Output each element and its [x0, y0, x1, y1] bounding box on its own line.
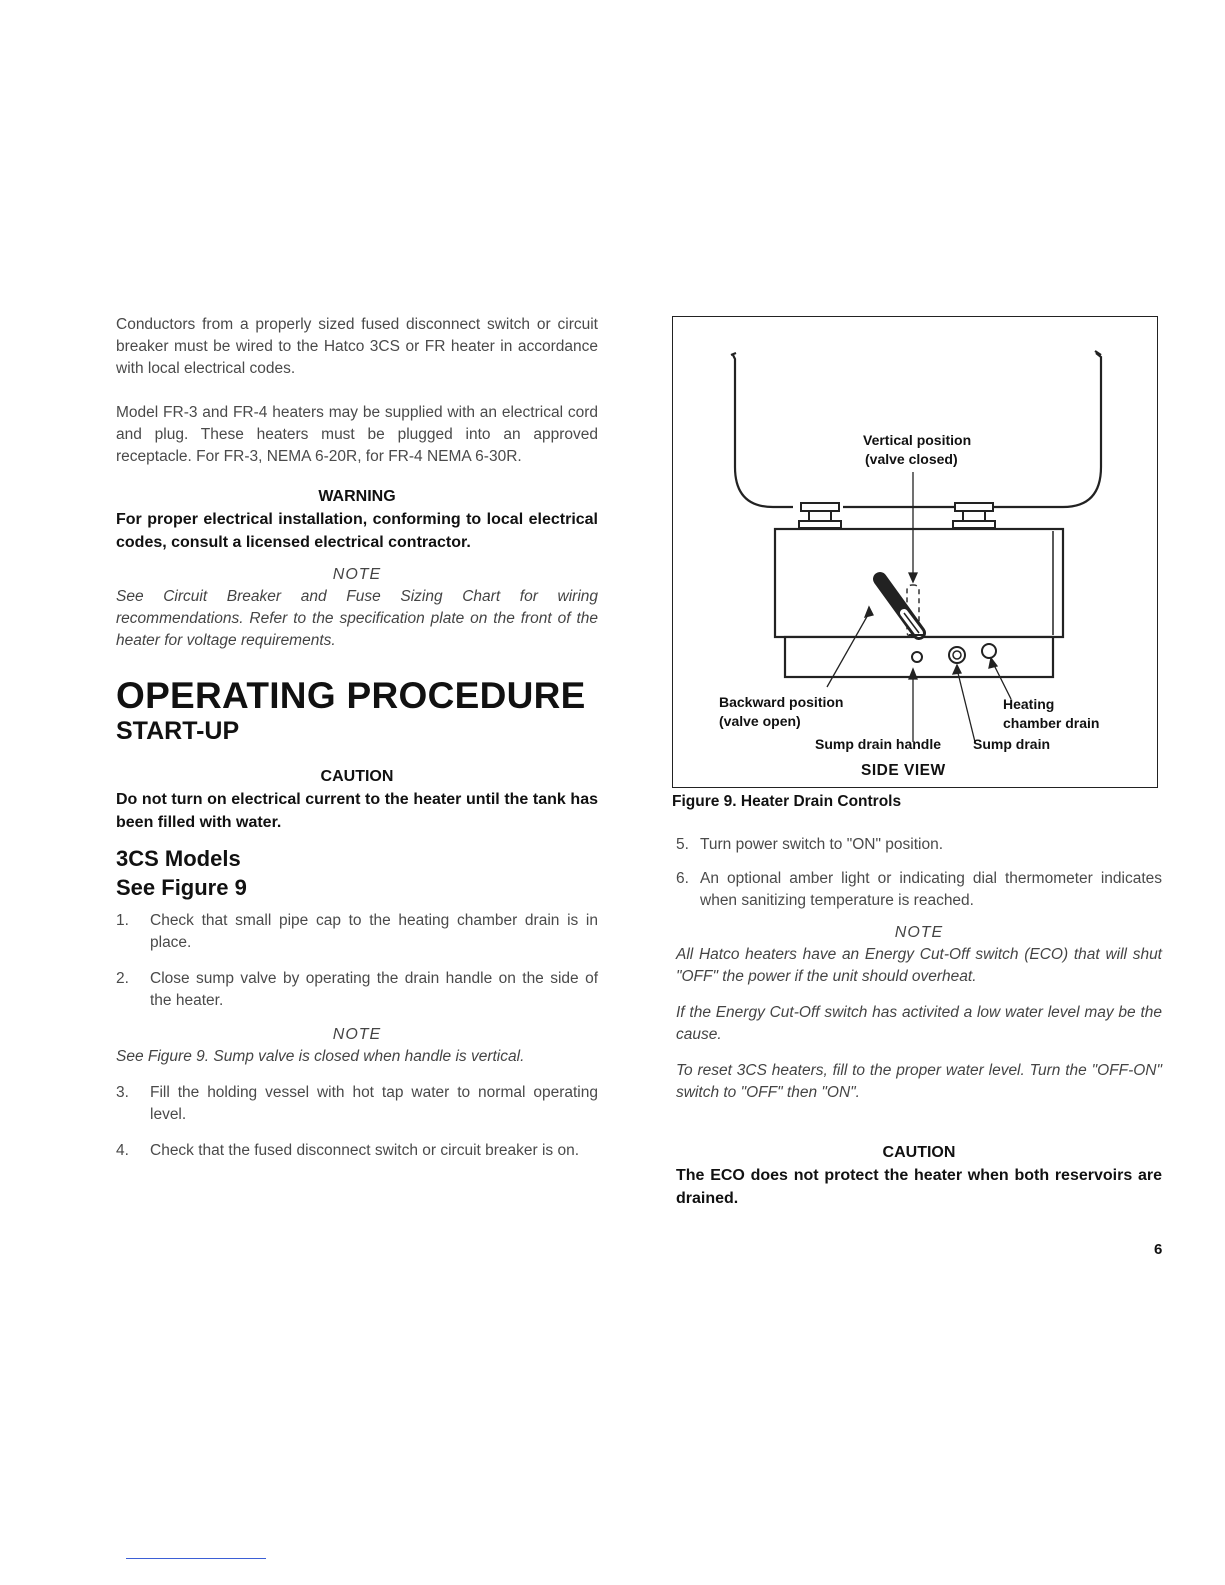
paragraph-conductors: Conductors from a properly sized fused disconnect switch or circuit breaker must be wired to the Hatco 3CS or FR heater in accordance with local electrical codes. — [116, 316, 598, 377]
label-sump-drain: Sump drain — [973, 736, 1051, 752]
note-heading: NOTE — [894, 924, 944, 941]
note-text: To reset 3CS heaters, fill to the proper water level. Turn the "OFF-ON" switch to "OFF" then "ON". — [676, 1062, 1162, 1101]
step-number: 5. — [676, 836, 689, 853]
list-item — [676, 868, 1162, 912]
warning-heading: WARNING — [318, 488, 396, 505]
label-line: Backward position — [719, 694, 844, 710]
list-item — [676, 834, 1162, 856]
step-text: An optional amber light or indicating dial thermometer indicates when sanitizing temperature is reached. — [700, 870, 1162, 909]
note-text: All Hatco heaters have an Energy Cut-Off switch (ECO) that will shut "OFF" the power if the unit should overheat. — [676, 946, 1162, 985]
label-sump-drain-handle: Sump drain handle — [815, 736, 942, 752]
figure-caption: Figure 9. Heater Drain Controls — [672, 793, 902, 810]
figure-ref-heading: See Figure 9 — [116, 875, 247, 900]
left-column — [116, 314, 598, 1162]
caution-text: The ECO does not protect the heater when both reservoirs are drained. — [676, 1167, 1162, 1207]
right-column — [676, 834, 1162, 1210]
step-text: Check that the fused disconnect switch or circuit breaker is on. — [150, 1142, 580, 1159]
step-number: 6. — [676, 870, 689, 887]
label-heating-chamber-drain — [1003, 695, 1099, 733]
warning-text: For proper electrical installation, conforming to local electrical codes, consult a licensed electrical contractor. — [116, 511, 598, 551]
step-text: Close sump valve by operating the drain handle on the side of the heater. — [150, 970, 598, 1009]
note-heading: NOTE — [332, 566, 382, 583]
vessel-frame — [731, 351, 1101, 507]
note-text: If the Energy Cut-Off switch has activited a low water level may be the cause. — [676, 1004, 1162, 1043]
step-number: 1. — [116, 912, 129, 929]
step-number: 4. — [116, 1142, 129, 1159]
step-number: 3. — [116, 1084, 129, 1101]
step-text: Fill the holding vessel with hot tap water to normal operating level. — [150, 1084, 598, 1123]
step-text: Check that small pipe cap to the heating chamber drain is in place. — [150, 912, 598, 951]
footer-rule — [126, 1558, 266, 1559]
label-line: (valve closed) — [865, 451, 958, 467]
label-side-view: SIDE VIEW — [861, 762, 946, 779]
step-text: Turn power switch to "ON" position. — [700, 836, 944, 853]
steps-list-a — [116, 910, 598, 1012]
subsection-title: START-UP — [116, 717, 240, 745]
label-line: (valve open) — [719, 713, 801, 729]
note-text: See Circuit Breaker and Fuse Sizing Chart for wiring recommendations. Refer to the specification plate on the front of the heater for voltage requirements. — [116, 588, 598, 649]
label-line: chamber drain — [1003, 715, 1100, 731]
heating-chamber-drain-fitting — [982, 644, 996, 658]
paragraph-cord-plug: Model FR-3 and FR-4 heaters may be supplied with an electrical cord and plug. These heaters must be plugged into an approved receptacle. For FR-3, NEMA 6-20R, for FR-4 NEMA 6-30R. — [116, 404, 598, 465]
model-heading: 3CS Models — [116, 846, 241, 871]
caution-heading: CAUTION — [882, 1144, 956, 1161]
label-line: Heating — [1003, 696, 1055, 712]
steps-list-b — [116, 1082, 598, 1162]
label-line: Vertical position — [863, 432, 972, 448]
list-item — [116, 968, 598, 1012]
section-title: OPERATING PROCEDURE — [116, 675, 586, 716]
list-item — [116, 1140, 598, 1162]
figure-9-drawing — [672, 316, 1158, 788]
list-item — [116, 1082, 598, 1126]
note-heading: NOTE — [332, 1026, 382, 1043]
label-backward-position — [719, 693, 843, 731]
step-number: 2. — [116, 970, 129, 987]
list-item — [116, 910, 598, 954]
note-text: See Figure 9. Sump valve is closed when handle is vertical. — [116, 1048, 525, 1065]
caution-text: Do not turn on electrical current to the heater until the tank has been filled with water. — [116, 791, 598, 831]
page-number: 6 — [1154, 1241, 1163, 1258]
label-vertical-position — [863, 431, 971, 469]
caution-heading: CAUTION — [320, 768, 394, 785]
